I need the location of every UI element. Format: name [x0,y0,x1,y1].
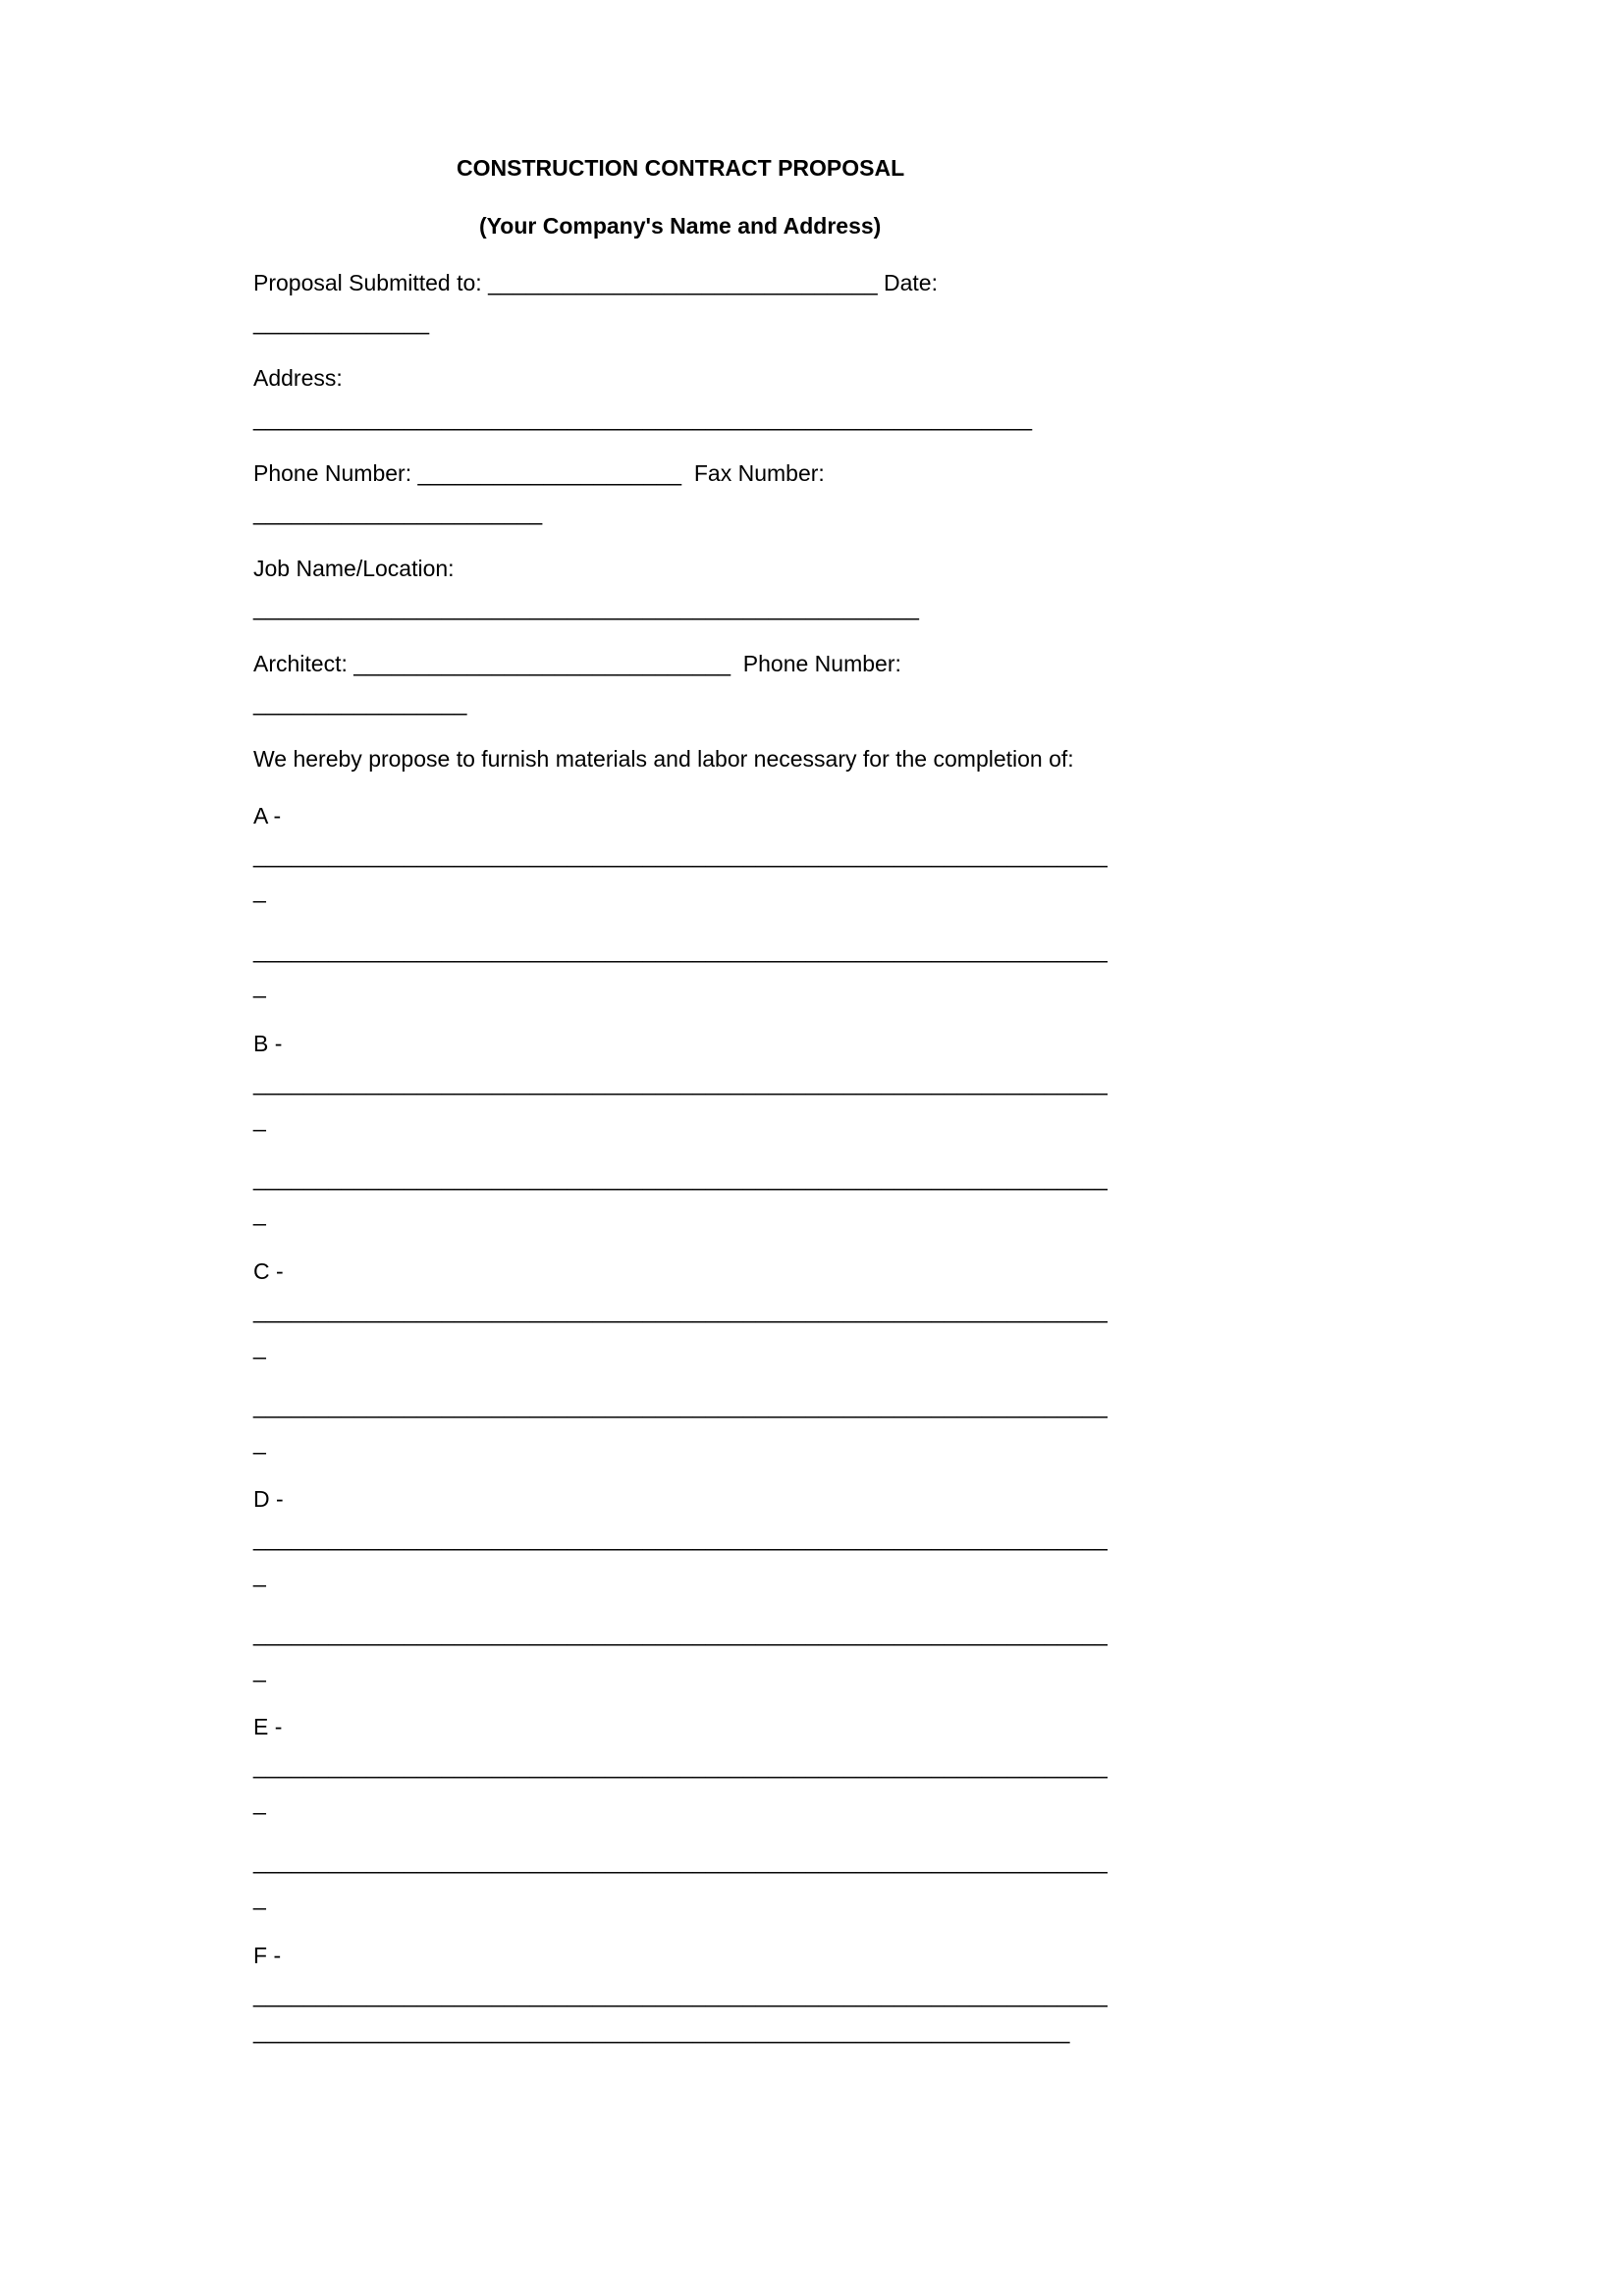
item-label: B - [253,1031,283,1056]
address-label: Address: [253,365,343,391]
item-continuation: _ [253,1885,266,1910]
item-blank-line: ____________________________________________________________________ [253,1298,1108,1323]
item-blank-line: ____________________________________________________________________ [253,1753,1108,1779]
proposal-statement: We hereby propose to furnish materials and labor necessary for the completion of: [253,746,1074,772]
item-blank-line: ____________________________________________________________________ [253,1982,1108,2007]
document-title: CONSTRUCTION CONTRACT PROPOSAL [457,155,905,181]
item-continuation: _ [253,973,266,998]
item-blank-line: ____________________________________________________________________ [253,1525,1108,1551]
item-continuation: _ [253,1562,266,1587]
item-blank-line: _________________________________________________________________ [253,2018,1070,2044]
item-continuation: _ [253,1789,266,1815]
item-label: D - [253,1486,284,1512]
item-continuation: _ [253,1429,266,1455]
architect-phone-blank: _________________ [253,690,467,716]
item-blank-line: ____________________________________________________________________ [253,1848,1108,1874]
architect-line: Architect: ______________________________ Phone Number: [253,651,901,676]
item-blank-line: ____________________________________________________________________ [253,1393,1108,1418]
phone-fax-line: Phone Number: _____________________ Fax Number: [253,460,825,486]
item-blank-line: ____________________________________________________________________ [253,842,1108,868]
item-continuation: _ [253,1106,266,1132]
item-blank-line: ____________________________________________________________________ [253,937,1108,963]
address-blank: ______________________________________________________________ [253,405,1033,431]
proposal-submitted-line: Proposal Submitted to: _______________________________ Date: [253,270,938,295]
item-continuation: _ [253,1657,266,1682]
document-subtitle: (Your Company's Name and Address) [479,213,882,239]
item-blank-line: ____________________________________________________________________ [253,1070,1108,1095]
item-label: A - [253,803,282,828]
item-continuation: _ [253,1334,266,1360]
item-continuation: _ [253,878,266,903]
item-label: F - [253,1943,282,1968]
item-blank-line: ____________________________________________________________________ [253,1165,1108,1191]
item-continuation: _ [253,1201,266,1226]
item-label: E - [253,1714,283,1739]
job-name-blank: _____________________________________________________ [253,595,919,620]
item-blank-line: ____________________________________________________________________ [253,1621,1108,1646]
job-name-label: Job Name/Location: [253,556,455,581]
item-label: C - [253,1258,284,1284]
date-blank: ______________ [253,309,430,335]
fax-blank: _______________________ [253,500,543,525]
